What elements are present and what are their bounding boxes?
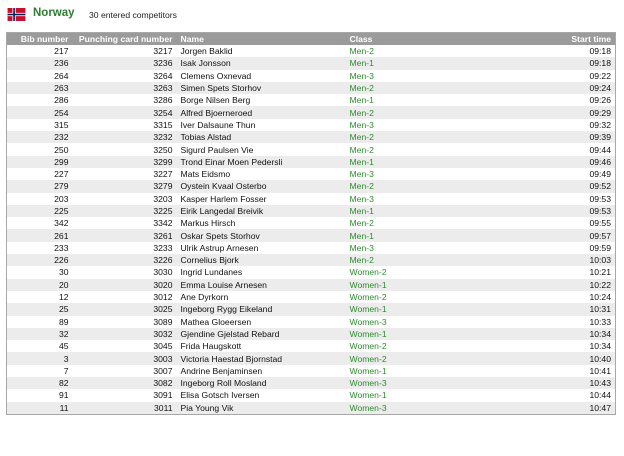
bib-cell: 227 bbox=[7, 168, 73, 180]
name-cell: Gjendine Gjelstad Rebard bbox=[177, 328, 346, 340]
start-time-cell: 09:18 bbox=[502, 57, 616, 69]
card-cell: 3203 bbox=[73, 193, 177, 205]
card-cell: 3007 bbox=[73, 365, 177, 377]
class-cell: Men-1 bbox=[346, 156, 502, 168]
card-cell: 3315 bbox=[73, 119, 177, 131]
table-row bbox=[7, 340, 616, 352]
name-cell: Ingeborg Rygg Eikeland bbox=[177, 303, 346, 315]
class-cell: Men-2 bbox=[346, 180, 502, 192]
bib-cell: 299 bbox=[7, 156, 73, 168]
class-cell: Men-3 bbox=[346, 168, 502, 180]
class-cell: Women-3 bbox=[346, 402, 502, 415]
card-cell: 3020 bbox=[73, 279, 177, 291]
card-cell: 3286 bbox=[73, 94, 177, 106]
start-time-cell: 09:22 bbox=[502, 70, 616, 82]
card-cell: 3012 bbox=[73, 291, 177, 303]
table-row bbox=[7, 291, 616, 303]
class-cell: Women-1 bbox=[346, 365, 502, 377]
card-cell: 3233 bbox=[73, 242, 177, 254]
start-time-cell: 10:21 bbox=[502, 266, 616, 278]
table-row bbox=[7, 389, 616, 401]
table-row bbox=[7, 328, 616, 340]
table-row bbox=[7, 402, 616, 415]
class-cell: Women-1 bbox=[346, 389, 502, 401]
bib-cell: 82 bbox=[7, 377, 73, 389]
class-cell: Women-3 bbox=[346, 377, 502, 389]
bib-cell: 263 bbox=[7, 82, 73, 94]
name-cell: Tobias Alstad bbox=[177, 131, 346, 143]
class-cell: Women-2 bbox=[346, 352, 502, 364]
name-cell: Elisa Gotsch Iversen bbox=[177, 389, 346, 401]
bib-cell: 225 bbox=[7, 205, 73, 217]
name-cell: Mathea Gloeersen bbox=[177, 316, 346, 328]
card-cell: 3236 bbox=[73, 57, 177, 69]
table-row bbox=[7, 266, 616, 278]
name-cell: Andrine Benjaminsen bbox=[177, 365, 346, 377]
bib-cell: 32 bbox=[7, 328, 73, 340]
class-cell: Men-1 bbox=[346, 57, 502, 69]
name-cell: Oystein Kvaal Osterbo bbox=[177, 180, 346, 192]
name-cell: Iver Dalsaune Thun bbox=[177, 119, 346, 131]
name-cell: Mats Eidsmo bbox=[177, 168, 346, 180]
start-time-cell: 09:29 bbox=[502, 106, 616, 118]
bib-cell: 203 bbox=[7, 193, 73, 205]
name-cell: Trond Einar Moen Pedersli bbox=[177, 156, 346, 168]
competitor-count: 30 entered competitors bbox=[89, 10, 177, 20]
norway-flag-icon bbox=[7, 8, 26, 21]
table-row bbox=[7, 377, 616, 389]
bib-cell: 20 bbox=[7, 279, 73, 291]
table-row bbox=[7, 168, 616, 180]
card-cell: 3254 bbox=[73, 106, 177, 118]
class-cell: Women-1 bbox=[346, 303, 502, 315]
table-row bbox=[7, 365, 616, 377]
class-cell: Men-2 bbox=[346, 106, 502, 118]
bib-cell: 254 bbox=[7, 106, 73, 118]
class-cell: Men-2 bbox=[346, 254, 502, 266]
bib-cell: 25 bbox=[7, 303, 73, 315]
table-row bbox=[7, 70, 616, 82]
name-cell: Borge Nilsen Berg bbox=[177, 94, 346, 106]
card-cell: 3299 bbox=[73, 156, 177, 168]
start-time-cell: 10:41 bbox=[502, 365, 616, 377]
class-cell: Men-2 bbox=[346, 131, 502, 143]
bib-cell: 286 bbox=[7, 94, 73, 106]
card-cell: 3227 bbox=[73, 168, 177, 180]
bib-cell: 7 bbox=[7, 365, 73, 377]
start-time-cell: 09:32 bbox=[502, 119, 616, 131]
start-time-cell: 09:57 bbox=[502, 229, 616, 241]
table-row bbox=[7, 193, 616, 205]
card-cell: 3263 bbox=[73, 82, 177, 94]
card-cell: 3011 bbox=[73, 402, 177, 415]
name-cell: Isak Jonsson bbox=[177, 57, 346, 69]
page-header bbox=[0, 0, 624, 30]
class-cell: Men-1 bbox=[346, 94, 502, 106]
table-row bbox=[7, 242, 616, 254]
bib-cell: 261 bbox=[7, 229, 73, 241]
table-row bbox=[7, 156, 616, 168]
card-cell: 3025 bbox=[73, 303, 177, 315]
start-time-cell: 10:47 bbox=[502, 402, 616, 415]
bib-cell: 250 bbox=[7, 143, 73, 155]
start-time-cell: 10:03 bbox=[502, 254, 616, 266]
bib-cell: 217 bbox=[7, 45, 73, 57]
bib-cell: 236 bbox=[7, 57, 73, 69]
name-cell: Sigurd Paulsen Vie bbox=[177, 143, 346, 155]
bib-cell: 11 bbox=[7, 402, 73, 415]
card-cell: 3250 bbox=[73, 143, 177, 155]
class-cell: Men-2 bbox=[346, 45, 502, 57]
column-header-start-time[interactable]: Start time bbox=[502, 33, 616, 46]
name-cell: Emma Louise Arnesen bbox=[177, 279, 346, 291]
card-cell: 3045 bbox=[73, 340, 177, 352]
card-cell: 3217 bbox=[73, 45, 177, 57]
card-cell: 3342 bbox=[73, 217, 177, 229]
start-time-cell: 09:53 bbox=[502, 193, 616, 205]
bib-cell: 45 bbox=[7, 340, 73, 352]
name-cell: Victoria Haestad Bjornstad bbox=[177, 352, 346, 364]
start-time-cell: 10:43 bbox=[502, 377, 616, 389]
card-cell: 3032 bbox=[73, 328, 177, 340]
bib-cell: 232 bbox=[7, 131, 73, 143]
name-cell: Simen Spets Storhov bbox=[177, 82, 346, 94]
column-header-card[interactable]: Punching card number bbox=[73, 33, 177, 46]
name-cell: Kasper Harlem Fosser bbox=[177, 193, 346, 205]
class-cell: Women-2 bbox=[346, 291, 502, 303]
card-cell: 3232 bbox=[73, 131, 177, 143]
bib-cell: 342 bbox=[7, 217, 73, 229]
table-row bbox=[7, 57, 616, 69]
start-time-cell: 10:22 bbox=[502, 279, 616, 291]
table-row bbox=[7, 254, 616, 266]
start-time-cell: 09:44 bbox=[502, 143, 616, 155]
name-cell: Jorgen Baklid bbox=[177, 45, 346, 57]
start-time-cell: 09:26 bbox=[502, 94, 616, 106]
class-cell: Men-2 bbox=[346, 217, 502, 229]
bib-cell: 264 bbox=[7, 70, 73, 82]
start-time-cell: 10:33 bbox=[502, 316, 616, 328]
table-row bbox=[7, 180, 616, 192]
start-time-cell: 10:31 bbox=[502, 303, 616, 315]
name-cell: Eirik Langedal Breivik bbox=[177, 205, 346, 217]
name-cell: Ulrik Astrup Arnesen bbox=[177, 242, 346, 254]
start-time-cell: 09:24 bbox=[502, 82, 616, 94]
start-time-cell: 09:53 bbox=[502, 205, 616, 217]
card-cell: 3264 bbox=[73, 70, 177, 82]
table-row bbox=[7, 279, 616, 291]
card-cell: 3089 bbox=[73, 316, 177, 328]
competitors-table bbox=[6, 32, 616, 415]
class-cell: Women-2 bbox=[346, 340, 502, 352]
class-cell: Men-3 bbox=[346, 193, 502, 205]
table-body bbox=[7, 45, 616, 414]
table-row bbox=[7, 45, 616, 57]
table-row bbox=[7, 106, 616, 118]
card-cell: 3225 bbox=[73, 205, 177, 217]
class-cell: Women-1 bbox=[346, 279, 502, 291]
class-cell: Women-3 bbox=[346, 316, 502, 328]
card-cell: 3261 bbox=[73, 229, 177, 241]
start-time-cell: 10:34 bbox=[502, 328, 616, 340]
card-cell: 3030 bbox=[73, 266, 177, 278]
table-header-row bbox=[7, 33, 616, 46]
table-row bbox=[7, 119, 616, 131]
table-row bbox=[7, 94, 616, 106]
table-row bbox=[7, 303, 616, 315]
column-header-name[interactable]: Name bbox=[177, 33, 346, 46]
bib-cell: 91 bbox=[7, 389, 73, 401]
card-cell: 3226 bbox=[73, 254, 177, 266]
start-time-cell: 09:52 bbox=[502, 180, 616, 192]
bib-cell: 233 bbox=[7, 242, 73, 254]
class-cell: Men-3 bbox=[346, 242, 502, 254]
table-row bbox=[7, 131, 616, 143]
start-time-cell: 09:55 bbox=[502, 217, 616, 229]
start-time-cell: 10:44 bbox=[502, 389, 616, 401]
bib-cell: 12 bbox=[7, 291, 73, 303]
start-time-cell: 09:46 bbox=[502, 156, 616, 168]
table-row bbox=[7, 217, 616, 229]
table-row bbox=[7, 82, 616, 94]
name-cell: Alfred Bjoerneroed bbox=[177, 106, 346, 118]
start-time-cell: 10:40 bbox=[502, 352, 616, 364]
bib-cell: 89 bbox=[7, 316, 73, 328]
start-time-cell: 09:59 bbox=[502, 242, 616, 254]
name-cell: Ingrid Lundanes bbox=[177, 266, 346, 278]
class-cell: Women-2 bbox=[346, 266, 502, 278]
name-cell: Pia Young Vik bbox=[177, 402, 346, 415]
start-time-cell: 09:18 bbox=[502, 45, 616, 57]
column-header-bib[interactable]: Bib number bbox=[7, 33, 73, 46]
card-cell: 3279 bbox=[73, 180, 177, 192]
bib-cell: 226 bbox=[7, 254, 73, 266]
card-cell: 3091 bbox=[73, 389, 177, 401]
name-cell: Markus Hirsch bbox=[177, 217, 346, 229]
start-time-cell: 09:39 bbox=[502, 131, 616, 143]
bib-cell: 279 bbox=[7, 180, 73, 192]
card-cell: 3082 bbox=[73, 377, 177, 389]
bib-cell: 315 bbox=[7, 119, 73, 131]
name-cell: Ingeborg Roll Mosland bbox=[177, 377, 346, 389]
name-cell: Ane Dyrkorn bbox=[177, 291, 346, 303]
class-cell: Men-2 bbox=[346, 143, 502, 155]
class-cell: Men-3 bbox=[346, 70, 502, 82]
class-cell: Men-2 bbox=[346, 82, 502, 94]
bib-cell: 30 bbox=[7, 266, 73, 278]
class-cell: Men-1 bbox=[346, 229, 502, 241]
start-time-cell: 10:24 bbox=[502, 291, 616, 303]
class-cell: Women-1 bbox=[346, 328, 502, 340]
table-row bbox=[7, 229, 616, 241]
name-cell: Oskar Spets Storhov bbox=[177, 229, 346, 241]
table-row bbox=[7, 316, 616, 328]
name-cell: Frida Haugskott bbox=[177, 340, 346, 352]
table-row bbox=[7, 205, 616, 217]
start-time-cell: 10:34 bbox=[502, 340, 616, 352]
name-cell: Clemens Oxnevad bbox=[177, 70, 346, 82]
column-header-class[interactable]: Class bbox=[346, 33, 502, 46]
class-cell: Men-3 bbox=[346, 119, 502, 131]
bib-cell: 3 bbox=[7, 352, 73, 364]
country-title: Norway bbox=[33, 7, 75, 19]
start-time-cell: 09:49 bbox=[502, 168, 616, 180]
table-row bbox=[7, 352, 616, 364]
card-cell: 3003 bbox=[73, 352, 177, 364]
class-cell: Men-1 bbox=[346, 205, 502, 217]
name-cell: Cornelius Bjork bbox=[177, 254, 346, 266]
table-row bbox=[7, 143, 616, 155]
